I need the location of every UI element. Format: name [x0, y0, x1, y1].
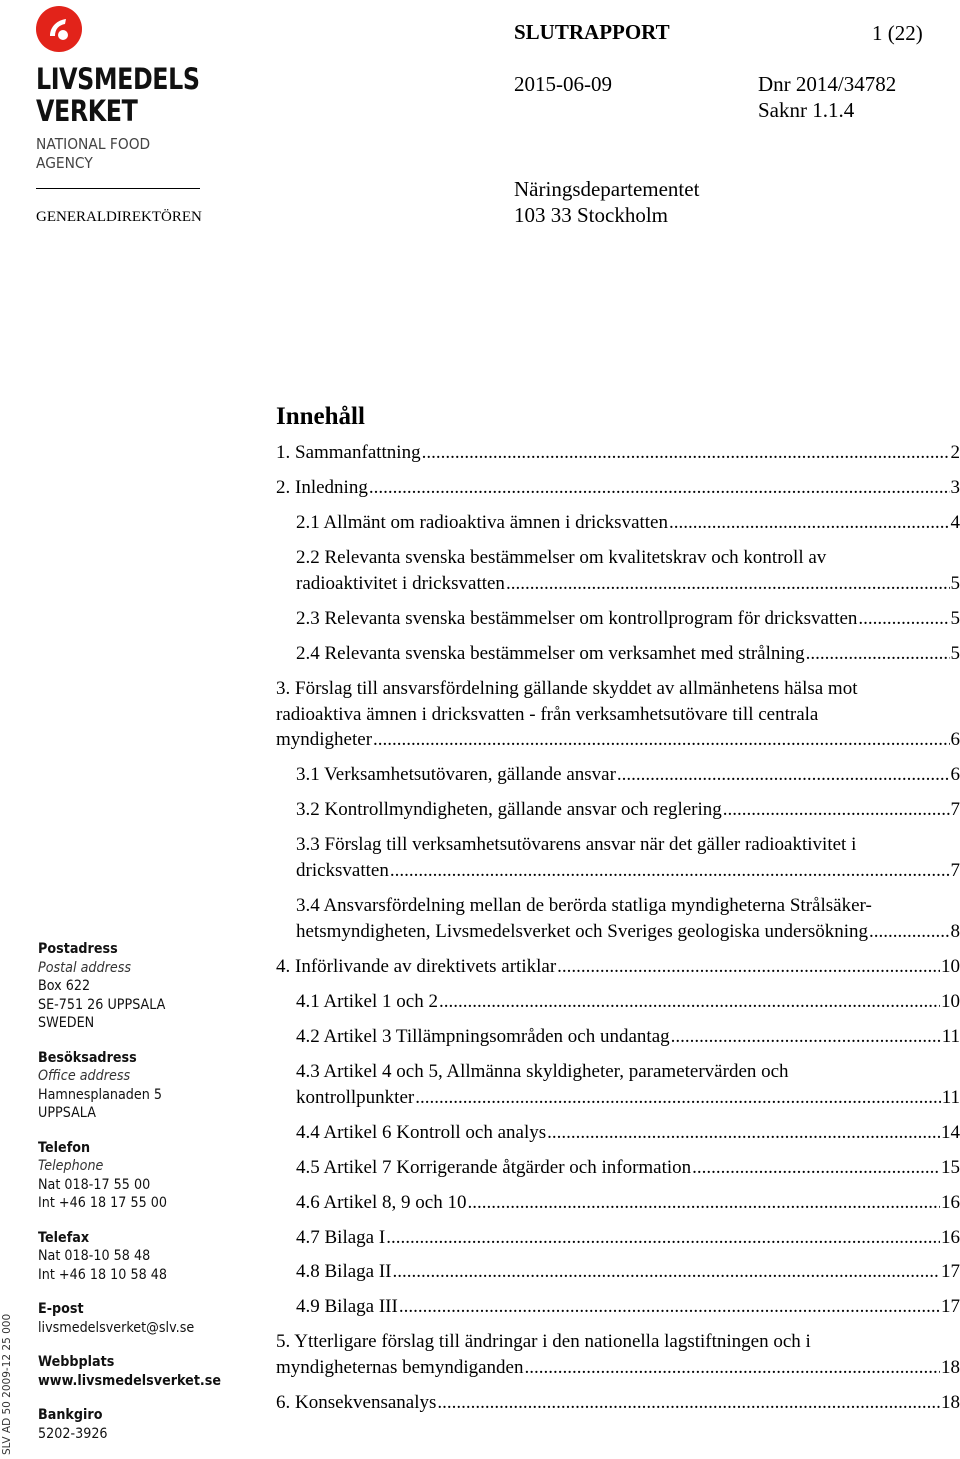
- toc-entry-row: [296, 1190, 960, 1216]
- toc-page-number: 2: [951, 440, 960, 466]
- toc-entry[interactable]: [276, 1024, 960, 1050]
- toc-page-number: 5: [951, 641, 960, 667]
- logo-subtitle-line2: AGENCY: [36, 154, 93, 172]
- toc-entry-text: radioaktiva ämnen i dricksvatten - från verksamhetsutövare till centrala: [276, 702, 960, 728]
- toc-entry-text: 4. Införlivande av direktivets artiklar: [276, 954, 556, 980]
- toc-entry-text: 3.1 Verksamhetsutövaren, gällande ansvar: [296, 762, 616, 788]
- toc-entry-row: [276, 440, 960, 466]
- toc-entry-text: 6. Konsekvensanalys: [276, 1390, 436, 1416]
- toc-entry[interactable]: [276, 1225, 960, 1251]
- toc-page-number: 11: [942, 1024, 960, 1050]
- postal-line: SWEDEN: [38, 1014, 221, 1033]
- toc-entry-row: [276, 1390, 960, 1416]
- fax-line: Int +46 18 10 58 48: [38, 1266, 221, 1285]
- email-address: livsmedelsverket@slv.se: [38, 1319, 221, 1338]
- toc-leader-dots: [557, 954, 940, 980]
- toc-entry[interactable]: [276, 545, 960, 597]
- report-date: 2015-06-09: [514, 72, 612, 97]
- toc-entry-text: 3.2 Kontrollmyndigheten, gällande ansvar och reglering: [296, 797, 722, 823]
- toc-entry-row: [296, 1155, 960, 1181]
- toc-leader-dots: [524, 1355, 940, 1381]
- toc-entry-text: 5. Ytterligare förslag till ändringar i den nationella lagstiftningen och i: [276, 1329, 960, 1355]
- postal-heading-en: Postal address: [38, 959, 221, 978]
- toc-entry-text: 4.9 Bilaga III: [296, 1294, 398, 1320]
- toc-leader-dots: [669, 510, 950, 536]
- toc-leader-dots: [671, 1024, 941, 1050]
- department-label: GENERALDIREKTÖREN: [36, 209, 202, 226]
- toc-leader-dots: [467, 1190, 940, 1216]
- toc-page-number: 5: [951, 571, 960, 597]
- toc-entry[interactable]: [276, 1155, 960, 1181]
- toc-entry[interactable]: [276, 510, 960, 536]
- toc-page-number: 18: [941, 1355, 960, 1381]
- toc-entry-text: 3.4 Ansvarsfördelning mellan de berörda statliga myndigheterna Strålsäker-: [296, 893, 960, 919]
- toc-entry-text: myndigheter: [276, 727, 372, 753]
- logo-text-line1: LIVSMEDELS: [36, 64, 200, 94]
- toc-leader-dots: [692, 1155, 940, 1181]
- postal-heading: Postadress: [38, 940, 221, 959]
- toc-entry-text: 4.4 Artikel 6 Kontroll och analys: [296, 1120, 546, 1146]
- toc-entry-text: 2.4 Relevanta svenska bestämmelser om verksamhet med strålning: [296, 641, 805, 667]
- toc-page-number: 16: [941, 1190, 960, 1216]
- fax-heading: Telefax: [38, 1229, 221, 1248]
- postal-address-block: [38, 940, 246, 1033]
- toc-entry-text: 4.3 Artikel 4 och 5, Allmänna skyldigheter, parametervärden och: [296, 1059, 960, 1085]
- toc-page-number: 16: [941, 1225, 960, 1251]
- toc-entry-row: [296, 641, 960, 667]
- toc-entry[interactable]: [276, 475, 960, 501]
- toc-entry[interactable]: [276, 762, 960, 788]
- toc-entry-row: [296, 1225, 960, 1251]
- toc-entry-text: 3. Förslag till ansvarsfördelning gällande skyddet av allmänhetens hälsa mot: [276, 676, 960, 702]
- toc-entry[interactable]: [276, 1259, 960, 1285]
- toc-page-number: 4: [951, 510, 960, 536]
- toc-page-number: 6: [951, 762, 960, 788]
- visit-address-block: [38, 1049, 246, 1123]
- toc-entry-text: 2.2 Relevanta svenska bestämmelser om kvalitetskrav och kontroll av: [296, 545, 960, 571]
- toc-entry-text: 2. Inledning: [276, 475, 368, 501]
- toc-leader-dots: [806, 641, 950, 667]
- logo-divider: [36, 188, 200, 189]
- toc-entry[interactable]: [276, 954, 960, 980]
- email-block: [38, 1300, 246, 1337]
- toc-entry[interactable]: [276, 832, 960, 884]
- visit-heading-en: Office address: [38, 1067, 221, 1086]
- toc-page-number: 18: [941, 1390, 960, 1416]
- toc-leader-dots: [390, 858, 950, 884]
- toc-leader-dots: [373, 727, 949, 753]
- web-block: [38, 1353, 246, 1390]
- form-code: SLV AD 50 2009-12 25 000: [1, 1314, 13, 1455]
- toc-entry-text: radioaktivitet i dricksvatten: [296, 571, 505, 597]
- toc-page-number: 3: [951, 475, 960, 501]
- toc-entry-row: [296, 1024, 960, 1050]
- bank-number: 5202-3926: [38, 1425, 221, 1444]
- toc-entry-row: [276, 954, 960, 980]
- toc-entry-row: [276, 475, 960, 501]
- fax-line: Nat 018-10 58 48: [38, 1247, 221, 1266]
- toc-entry-row: [296, 510, 960, 536]
- toc-page-number: 5: [951, 606, 960, 632]
- toc-entry[interactable]: [276, 606, 960, 632]
- visit-heading: Besöksadress: [38, 1049, 221, 1068]
- toc-leader-dots: [547, 1120, 940, 1146]
- toc-leader-dots: [439, 989, 940, 1015]
- toc-entry-text: hetsmyndigheten, Livsmedelsverket och Sveriges geologiska undersökning: [296, 919, 868, 945]
- phone-heading: Telefon: [38, 1139, 221, 1158]
- toc-entry-row: [296, 797, 960, 823]
- bank-block: [38, 1406, 246, 1443]
- email-heading: E-post: [38, 1300, 221, 1319]
- toc-entry-row: [296, 858, 960, 884]
- toc-entry-text: 3.3 Förslag till verksamhetsutövarens ansvar när det gäller radioaktivitet i: [296, 832, 960, 858]
- toc-entry-text: kontrollpunkter: [296, 1085, 414, 1111]
- toc-entry[interactable]: [276, 440, 960, 466]
- registration-number: Dnr 2014/34782: [758, 72, 896, 97]
- toc-leader-dots: [386, 1225, 940, 1251]
- toc-entry-text: 4.7 Bilaga I: [296, 1225, 385, 1251]
- toc-page-number: 14: [941, 1120, 960, 1146]
- page-counter: 1 (22): [872, 21, 923, 46]
- toc-leader-dots: [422, 440, 950, 466]
- toc-page-number: 17: [941, 1294, 960, 1320]
- phone-block: [38, 1139, 246, 1213]
- toc-leader-dots: [369, 475, 950, 501]
- contact-sidebar: [38, 940, 246, 1459]
- toc-entry-row: [296, 1294, 960, 1320]
- toc-page-number: 7: [951, 797, 960, 823]
- phone-heading-en: Telephone: [38, 1157, 221, 1176]
- fax-block: [38, 1229, 246, 1285]
- toc-entry[interactable]: [276, 1329, 960, 1381]
- toc-entry[interactable]: [276, 676, 960, 753]
- web-heading: Webbplats: [38, 1353, 221, 1372]
- postal-line: SE-751 26 UPPSALA: [38, 996, 221, 1015]
- toc-entry-row: [296, 919, 960, 945]
- web-address: www.livsmedelsverket.se: [38, 1372, 221, 1391]
- toc-entry-text: 4.5 Artikel 7 Korrigerande åtgärder och information: [296, 1155, 691, 1181]
- toc-entry[interactable]: [276, 989, 960, 1015]
- toc-entry-text: myndigheternas bemyndiganden: [276, 1355, 523, 1381]
- toc-entry[interactable]: [276, 797, 960, 823]
- toc-entry[interactable]: [276, 641, 960, 667]
- toc-entry-text: 2.3 Relevanta svenska bestämmelser om kontrollprogram för dricksvatten: [296, 606, 857, 632]
- logo-subtitle-line1: NATIONAL FOOD: [36, 135, 150, 153]
- toc-entry[interactable]: [276, 1294, 960, 1320]
- toc-entry-text: 4.2 Artikel 3 Tillämpningsområden och undantag: [296, 1024, 670, 1050]
- toc-leader-dots: [723, 797, 950, 823]
- toc-entry-row: [296, 606, 960, 632]
- toc-page-number: 8: [951, 919, 960, 945]
- visit-line: UPPSALA: [38, 1104, 221, 1123]
- toc-entry[interactable]: [276, 893, 960, 945]
- toc-entry-text: dricksvatten: [296, 858, 389, 884]
- toc-page-number: 10: [941, 954, 960, 980]
- toc-entry[interactable]: [276, 1120, 960, 1146]
- toc-entry-text: 4.6 Artikel 8, 9 och 10: [296, 1190, 466, 1216]
- toc-entry-row: [296, 571, 960, 597]
- case-number: Saknr 1.1.4: [758, 98, 854, 123]
- toc-entry[interactable]: [276, 1059, 960, 1111]
- phone-line: Nat 018-17 55 00: [38, 1176, 221, 1195]
- toc-leader-dots: [506, 571, 950, 597]
- toc-entry-row: [276, 727, 960, 753]
- report-title: SLUTRAPPORT: [514, 20, 670, 45]
- logo-text-line2: VERKET: [36, 96, 137, 126]
- toc-entry[interactable]: [276, 1190, 960, 1216]
- toc-page-number: 6: [951, 727, 960, 753]
- toc-entry-text: 4.8 Bilaga II: [296, 1259, 392, 1285]
- toc-entry-text: 4.1 Artikel 1 och 2: [296, 989, 438, 1015]
- toc-entry-row: [296, 762, 960, 788]
- toc-entry-row: [276, 1355, 960, 1381]
- toc-leader-dots: [415, 1085, 941, 1111]
- toc-page-number: 15: [941, 1155, 960, 1181]
- toc-entry-text: 1. Sammanfattning: [276, 440, 421, 466]
- toc-leader-dots: [869, 919, 950, 945]
- toc-title: Innehåll: [276, 403, 365, 431]
- toc-leader-dots: [617, 762, 950, 788]
- postal-line: Box 622: [38, 977, 221, 996]
- toc-page-number: 11: [942, 1085, 960, 1111]
- phone-line: Int +46 18 17 55 00: [38, 1194, 221, 1213]
- toc-leader-dots: [858, 606, 949, 632]
- toc-leader-dots: [393, 1259, 940, 1285]
- toc-page-number: 10: [941, 989, 960, 1015]
- toc-leader-dots: [437, 1390, 940, 1416]
- bank-heading: Bankgiro: [38, 1406, 221, 1425]
- recipient-name: Näringsdepartementet: [514, 177, 699, 202]
- toc-leader-dots: [399, 1294, 940, 1320]
- toc-entry[interactable]: [276, 1390, 960, 1416]
- toc-entry-row: [296, 1259, 960, 1285]
- toc-entry-text: 2.1 Allmänt om radioaktiva ämnen i dricksvatten: [296, 510, 668, 536]
- table-of-contents: [276, 440, 960, 1425]
- toc-page-number: 17: [941, 1259, 960, 1285]
- toc-entry-row: [296, 989, 960, 1015]
- toc-entry-row: [296, 1085, 960, 1111]
- toc-entry-row: [296, 1120, 960, 1146]
- livsmedelsverket-logo-icon: [36, 6, 82, 52]
- recipient-address: 103 33 Stockholm: [514, 203, 668, 228]
- visit-line: Hamnesplanaden 5: [38, 1086, 221, 1105]
- toc-page-number: 7: [951, 858, 960, 884]
